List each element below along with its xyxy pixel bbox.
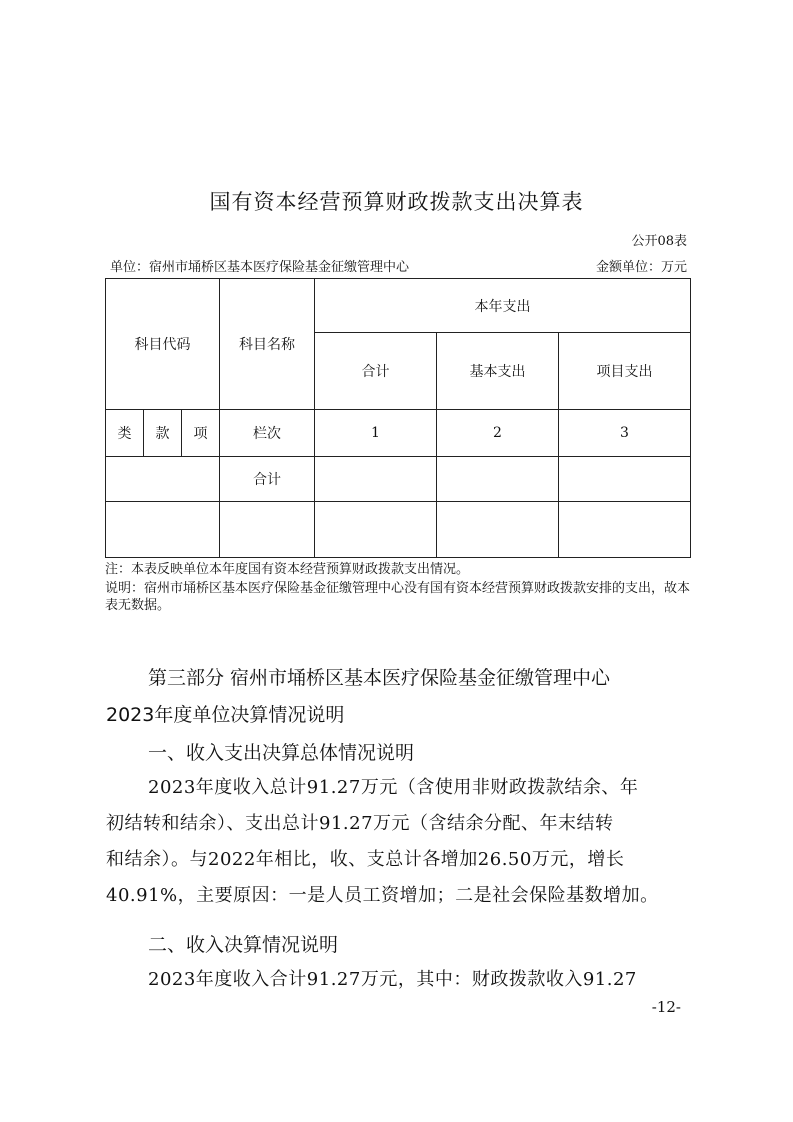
- paragraph-line: 40.91%，主要原因：一是人员工资增加；二是社会保险基数增加。: [106, 885, 659, 906]
- header-section: 款: [144, 410, 182, 457]
- col-number-1: 1: [315, 410, 437, 457]
- subheading-income: 二、收入决算情况说明: [148, 934, 339, 956]
- paragraph-overview: [106, 770, 690, 914]
- table-row: [106, 457, 691, 502]
- header-project-expense: 项目支出: [559, 333, 691, 410]
- empty-cell: [315, 457, 437, 502]
- header-subject-name: 科目名称: [220, 279, 315, 410]
- empty-cell: [106, 502, 220, 558]
- header-category: 类: [106, 410, 144, 457]
- form-code: 公开08表: [631, 234, 687, 249]
- header-subject-code: 科目代码: [106, 279, 220, 410]
- currency-label: 金额单位：万元: [595, 260, 687, 275]
- part3-heading-line2: 2023年度单位决算情况说明: [106, 704, 345, 726]
- empty-cell: [315, 502, 437, 558]
- empty-cell: [220, 502, 315, 558]
- empty-cell: [559, 457, 691, 502]
- subheading-income-expense-overview: 一、收入支出决算总体情况说明: [148, 742, 415, 764]
- empty-cell: [106, 457, 220, 502]
- expense-table: [105, 278, 691, 558]
- paragraph-line: 初结转和结余）、支出总计91.27万元（含结余分配、年末结转: [106, 813, 614, 834]
- header-basic-expense: 基本支出: [437, 333, 559, 410]
- paragraph-income: 2023年度收入合计91.27万元，其中：财政拨款收入91.27: [148, 969, 637, 990]
- col-number-3: 3: [559, 410, 691, 457]
- empty-cell: [437, 502, 559, 558]
- header-current-year-expense: 本年支出: [315, 279, 691, 333]
- table-explanation: 说明：宿州市埇桥区基本医疗保险基金征缴管理中心没有国有资本经营预算财政拨款安排的支出，故本表无数据。: [105, 581, 691, 613]
- header-item: 项: [182, 410, 220, 457]
- table-row: [106, 502, 691, 558]
- part3-heading-line1: 第三部分 宿州市埇桥区基本医疗保险基金征缴管理中心: [148, 667, 611, 689]
- empty-cell: [437, 457, 559, 502]
- sum-row-label: 合计: [220, 457, 315, 502]
- unit-label: 单位：宿州市埇桥区基本医疗保险基金征缴管理中心: [110, 260, 410, 275]
- header-column-no: 栏次: [220, 410, 315, 457]
- table-note: 注：本表反映单位本年度国有资本经营预算财政拨款支出情况。: [105, 562, 470, 577]
- paragraph-line: 2023年度收入总计91.27万元（含使用非财政拨款结余、年: [148, 777, 639, 798]
- paragraph-line: 和结余）。与2022年相比，收、支总计各增加26.50万元，增长: [106, 849, 625, 870]
- page-number: -12-: [651, 998, 681, 1016]
- header-total: 合计: [315, 333, 437, 410]
- empty-cell: [559, 502, 691, 558]
- table-title: 国有资本经营预算财政拨款支出决算表: [209, 190, 584, 214]
- col-number-2: 2: [437, 410, 559, 457]
